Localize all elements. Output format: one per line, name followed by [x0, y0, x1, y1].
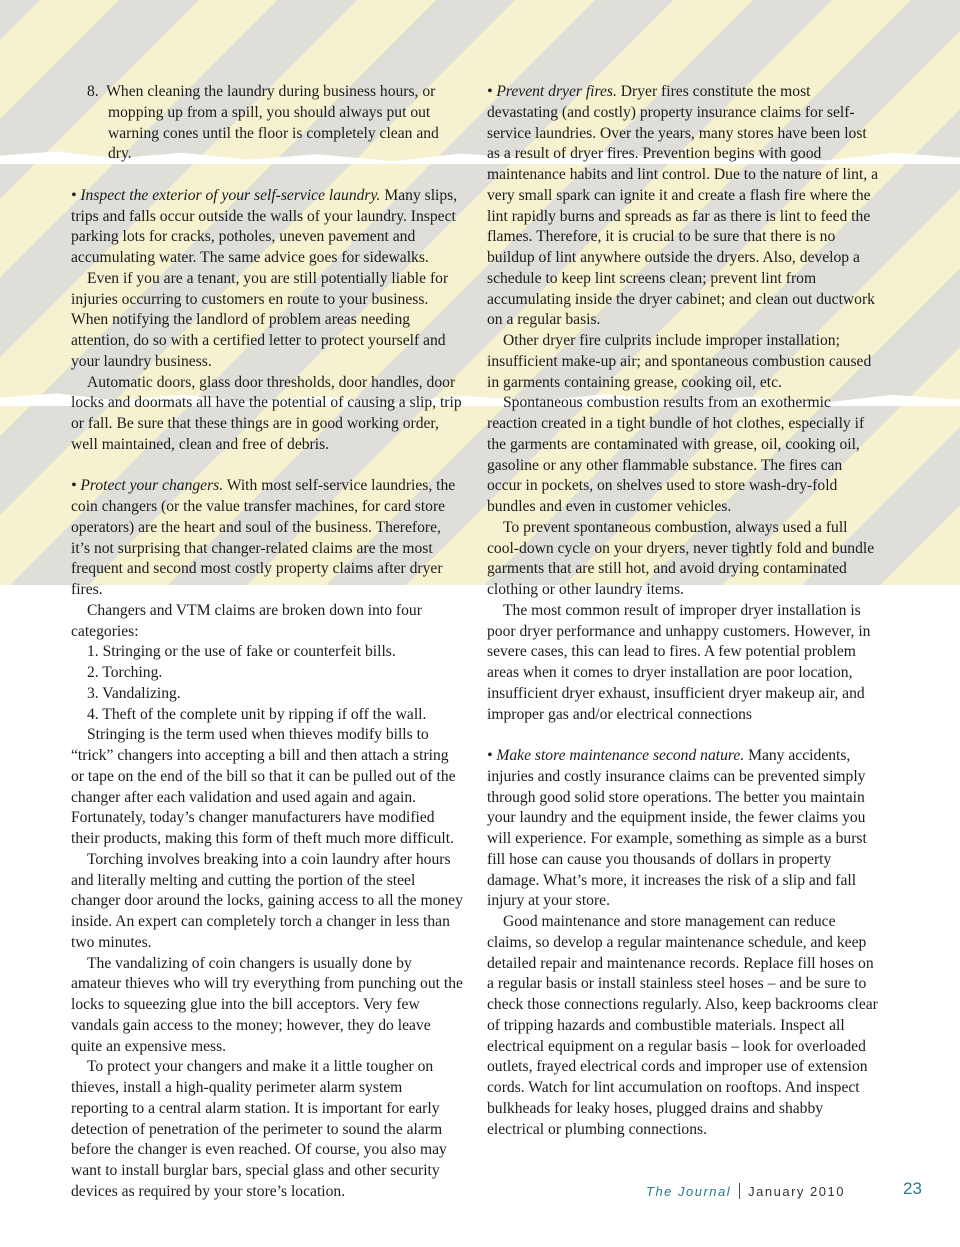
paragraph: To prevent spontaneous combustion, always used a full cool-down cycle on your dryers, never tightly fold and bundle garments that are still hot, and avoid drying contaminated clothing or other laundry items.: [487, 518, 875, 598]
section-lead: • Make store maintenance second nature.: [487, 747, 745, 764]
list-item-8: 8. When cleaning the laundry during business hours, or mopping up from a spill, you should always put out warning cones until the floor is completely clean and dry.: [87, 83, 439, 163]
paragraph: Spontaneous combustion results from an exothermic reaction created in a tight bundle of hot clothes, especially if the garments are contaminated with grease, oil, cooking oil, gasoline or any other flammable substance. The fires can occur in pockets, on shelves used to store wash-dry-fold bundles and even in customer vehicles.: [487, 394, 865, 515]
list-item: 2. Torching.: [87, 664, 163, 681]
paragraph: The most common result of improper dryer installation is poor dryer performance and unhappy customers. However, in severe cases, this can lead to fires. A few potential problem areas when it comes to dryer installation are poor location, insufficient dryer exhaust, insufficient dryer makeup air, and improper gas and/or electrical connections: [487, 601, 871, 723]
changers-section: • Protect your changers. With most self-service laundries, the coin changers (or the value transfer machines, for card store operators) are the heart and soul of the business. Therefore, it’s not surprising that changer-related claims are the most frequent and second most costly property claims after dryer fires.: [71, 477, 456, 598]
dryer-section: • Prevent dryer fires. Dryer fires constitute the most devastating (and costly) property insurance claims for self-service laundries. Over the years, many stores have been lost as a result of dryer fires. Prevention begins with good maintenance habits and lint control. Due to the nature of lint, a very small spark can ignite it and create a flash fire where the lint rapidly burns and spreads as far as there is lint to feed the flames. Therefore, it is crucial to be sure that there is no buildup of lint anywhere outside the dryers. Also, develop a schedule to keep lint screens clean; prevent lint from accumulating inside the dryer cabinet; and clean out ductwork on a regular basis.: [487, 83, 879, 329]
page-footer: [646, 1183, 845, 1199]
right-column: [487, 82, 879, 1140]
paragraph: Torching involves breaking into a coin laundry after hours and literally melting and cutting the portion of the steel changer door around the locks, gaining access to all the money inside. An expert can completely torch a changer in less than two minutes.: [71, 850, 463, 951]
paragraph: The vandalizing of coin changers is usually done by amateur thieves who will try everything from punching out the locks to squeezing glue into the bill acceptors. Very few vandals gain access to the money; however, they do leave quite an expensive mess.: [71, 954, 463, 1055]
paragraph: Changers and VTM claims are broken down into four categories:: [71, 601, 422, 640]
left-column: [71, 82, 463, 1203]
page-number: 23: [903, 1179, 922, 1198]
paragraph: Automatic doors, glass door thresholds, door handles, door locks and doormats all have the potential of causing a slip, trip or fall. Be sure that these things are in good working order, well maintained, clean and free of debris.: [71, 373, 462, 453]
section-lead: • Protect your changers.: [71, 477, 224, 495]
exterior-section: • Inspect the exterior of your self-service laundry. Many slips, trips and falls occur outside the walls of your laundry. Inspect parking lots for cracks, potholes, uneven pavement and accumulating water. The same advice goes for sidewalks.: [71, 186, 458, 266]
paragraph: Even if you are a tenant, you are still potentially liable for injuries occurring to customers en route to your business. When notifying the landlord of problem areas needing attention, do so with a certified letter to protect yourself and your laundry business.: [71, 269, 449, 370]
journal-name: The Journal: [646, 1184, 732, 1199]
section-lead: • Inspect the exterior of your self-service laundry.: [71, 186, 381, 204]
paragraph: Stringing is the term used when thieves modify bills to “trick” changers into accepting a bill and then attach a string or tape on the end of the bill so that it can be pulled out of the changer after each validation and used again and again. Fortunately, today’s changer manufacturers have modified their products, making this form of theft much more difficult.: [71, 726, 456, 847]
paragraph: Other dryer fire culprits include improper installation; insufficient make-up air; and spontaneous combustion caused in garments containing grease, cooking oil, etc.: [487, 332, 872, 391]
maintenance-section: • Make store maintenance second nature. Many accidents, injuries and costly insurance claims can be prevented simply through good solid store operations. The better you maintain your laundry and the equipment inside, the fewer claims you will experience. For example, something as simple as a burst fill hose can cause you thousands of dollars in property damage. What’s more, it increases the risk of a slip and fall injury at your store.: [487, 747, 867, 910]
list-item: 4. Theft of the complete unit by ripping if off the wall.: [87, 705, 427, 723]
section-lead: • Prevent dryer fires.: [487, 83, 617, 100]
list-item: 1. Stringing or the use of fake or counterfeit bills.: [87, 643, 396, 661]
list-item: 3. Vandalizing.: [87, 684, 181, 702]
paragraph: To protect your changers and make it a little tougher on thieves, install a high-quality perimeter alarm system reporting to a central alarm station. It is important for early detection of penetration of the perimeter to sound the alarm before the changer is even reached. Of course, you also may want to install burglar bars, special glass and other security devices as required by your store’s location.: [71, 1058, 447, 1200]
issue-date: January 2010: [748, 1184, 845, 1199]
footer-divider: [739, 1183, 740, 1199]
paragraph: Good maintenance and store management can reduce claims, so develop a regular maintenance schedule, and keep detailed repair and maintenance records. Replace fill hoses on a regular basis or install stainless steel hoses – and be sure to check those connections regularly. Also, keep backrooms clear of tripping hazards and combustible materials. Inspect all electrical equipment on a regular basis – look for overloaded outlets, frayed electrical cords and improper use of extension cords. Watch for lint accumulation on rooftops. And inspect bulkheads for leaky hoses, plugged drains and shabby electrical or plumbing connections.: [487, 913, 878, 1138]
